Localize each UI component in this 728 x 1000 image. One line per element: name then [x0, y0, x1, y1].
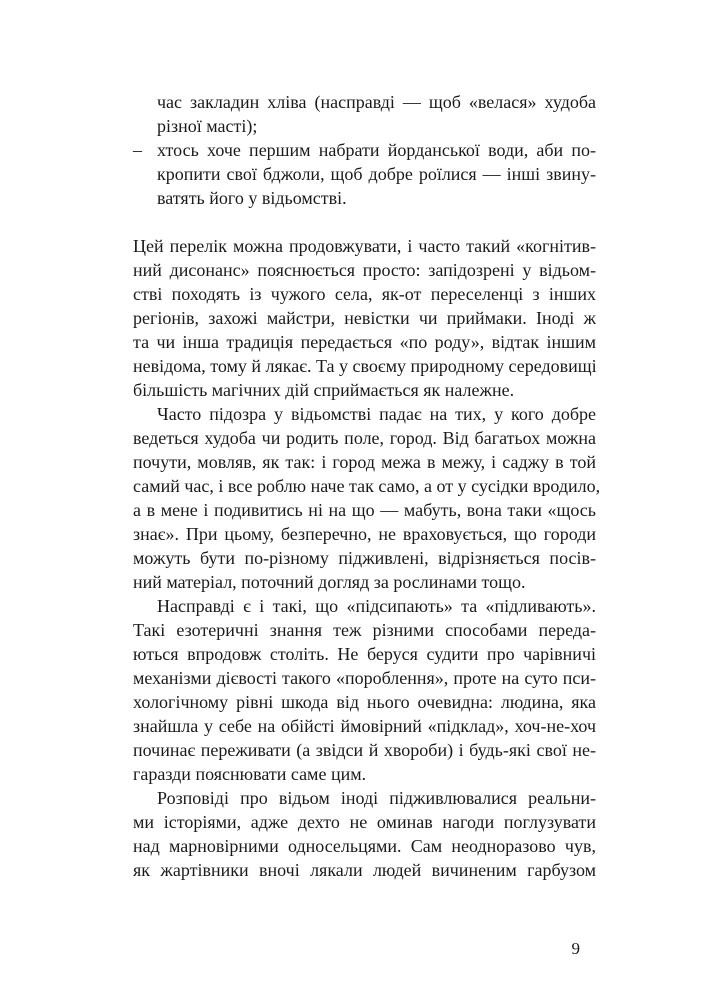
body-line: Насправді є і такі, що «підсипають» та «підливають». [157, 596, 596, 616]
body-line: можуть бути по-різному підживлені, відрізняється посів- [133, 548, 596, 568]
list-dash: – [133, 140, 142, 160]
body-line: хологічному рівні шкода від нього очевидна: людина, яка [133, 692, 596, 712]
list-line: час закладин хліва (насправді — щоб «велася» худоба [157, 92, 596, 112]
body-line: ми історіями, адже дехто не оминав нагоди поглузувати [133, 812, 596, 832]
body-line: над марновірними односельцями. Сам неодноразово чув, [133, 836, 596, 856]
list-line: різної масті); [157, 116, 258, 136]
body-line: як жартівники вночі лякали людей вичиненим гарбузом [133, 860, 596, 880]
list-line: кропити свої бджоли, щоб добре роїлися — інші звину- [157, 164, 596, 184]
body-line: Часто підозра у відьомстві падає на тих, у кого добре [157, 404, 596, 424]
body-line: починає переживати (а звідси й хвороби) і будь-які свої не- [133, 740, 596, 760]
body-line: знайшла у себе на обійсті ймовірний «підклад», хоч-не-хоч [133, 716, 596, 736]
body-line: ний матеріал, поточний догляд за рослинами тощо. [133, 572, 526, 592]
list-line: ватять його у відьомстві. [157, 188, 347, 208]
body-line: самий час, і все роблю наче так само, а от у сусідки вродило, [133, 476, 601, 496]
body-line: знає». При цьому, безперечно, не враховується, що городи [133, 524, 596, 544]
body-line: та чи інша традиція передається «по роду», відтак іншим [133, 332, 596, 352]
body-line: невідома, тому й лякає. Та у своєму природному середовищі [133, 356, 597, 376]
body-line: стві походять із чужого села, як-от переселенці з інших [133, 284, 596, 304]
body-line: регіонів, захожі майстри, невістки чи приймаки. Іноді ж [133, 308, 596, 328]
body-line: механізми дієвості такого «пороблення», проте на суто пси- [133, 668, 596, 688]
body-line: ються впродовж століть. Не беруся судити про чарівничі [133, 644, 596, 664]
body-line: почути, мовляв, як так: і город межа в межу, і саджу в той [133, 452, 596, 472]
body-line: ведеться худоба чи родить поле, город. Від багатьох можна [133, 428, 596, 448]
body-line: гаразди пояснювати саме цим. [133, 764, 367, 784]
list-line: хтось хоче першим набрати йорданської води, аби по- [157, 140, 596, 160]
body-line: ний дисонанс» пояснюється просто: запідозрені у відьом- [133, 260, 596, 280]
body-line: більшість магічних дій сприймається як належне. [133, 380, 515, 400]
body-line: а в мене і подивитись ні на що — мабуть, вона таки «щось [133, 500, 596, 520]
page-number: 9 [571, 939, 580, 958]
body-line: Такі езотеричні знання теж різними способами переда- [133, 620, 596, 640]
body-line: Цей перелік можна продовжувати, і часто такий «когнітив- [133, 236, 596, 256]
body-line: Розповіді про відьом іноді підживлювалися реальни- [157, 788, 596, 808]
